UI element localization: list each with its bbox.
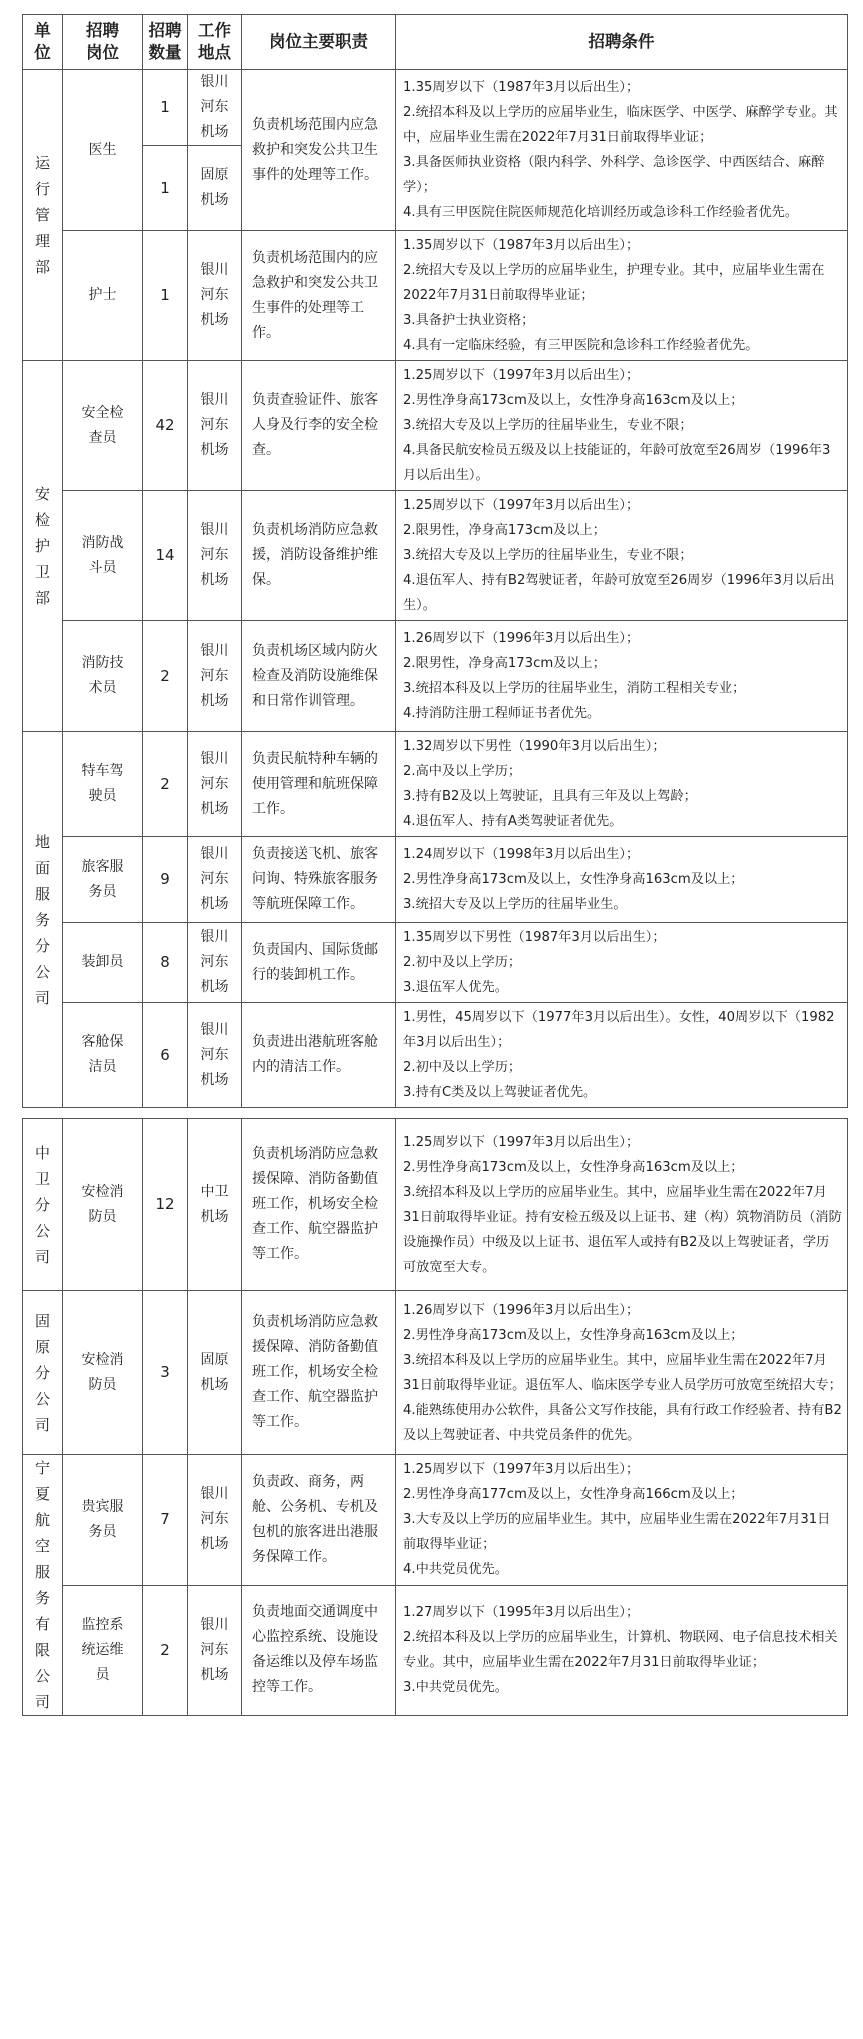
requirement-item: 1.25周岁以下（1997年3月以后出生）； [403,368,640,383]
requirements-cell [396,732,848,837]
requirements-cell [396,231,848,361]
unit-name: 中卫分公司 [23,1119,63,1291]
position-title: 安全检查员 [63,361,143,491]
requirement-item: 3.统招大专及以上学历的往届毕业生。 [403,897,627,912]
requirement-item: 3.具备医师执业资格（限内科学、外科学、急诊医学、中西医结合、麻醉学）； [403,155,825,195]
requirement-item: 2.限男性，净身高173cm及以上； [403,656,606,671]
table-row [23,1119,848,1291]
requirement-item: 1.35周岁以下男性（1987年3月以后出生）； [403,930,666,945]
requirement-item: 4.持消防注册工程师证书者优先。 [403,706,601,721]
work-location: 银川河东机场 [188,837,242,923]
requirements-cell [396,1585,848,1716]
table-row [23,361,848,491]
requirement-item: 2.高中及以上学历； [403,764,522,779]
position-title: 客舱保洁员 [63,1003,143,1108]
work-location: 固原机场 [188,1291,242,1455]
table-row [23,732,848,837]
position-count: 6 [143,1003,188,1108]
position-count: 12 [143,1119,188,1291]
requirement-item: 1.25周岁以下（1997年3月以后出生）； [403,498,640,513]
position-count: 3 [143,1291,188,1455]
requirement-item: 3.退伍军人优先。 [403,980,508,995]
requirements-cell [396,1119,848,1291]
requirement-item: 1.35周岁以下（1987年3月以后出生）； [403,238,640,253]
duty-cell: 负责接送飞机、旅客问询、特殊旅客服务等航班保障工作。 [242,837,396,923]
requirement-item: 2.统招大专及以上学历的应届毕业生，护理专业。其中，应届毕业生需在2022年7月31日前取得毕业证； [403,263,825,303]
position-title: 医生 [63,70,143,231]
work-location: 银川河东机场 [188,491,242,621]
requirement-item: 3.统招本科及以上学历的应届毕业生。其中，应届毕业生需在2022年7月31日前取得毕业证。持有安检五级及以上证书、建（构）筑物消防员（消防设施操作员）中级及以上证书、退伍军人或持有B2及以上驾驶证者，学历可放宽至大专。 [403,1184,842,1275]
table-row [23,70,848,146]
requirements-cell [396,361,848,491]
requirements-cell [396,923,848,1003]
requirement-item: 3.具备护士执业资格； [403,313,535,328]
work-location: 银川河东机场 [188,1585,242,1716]
unit-name: 固原分公司 [23,1291,63,1455]
requirement-item: 2.限男性，净身高173cm及以上； [403,523,606,538]
duty-cell: 负责机场范围内应急救护和突发公共卫生事件的处理等工作。 [242,70,396,231]
requirements-cell [396,1291,848,1455]
position-title: 消防技术员 [63,621,143,732]
position-count: 9 [143,837,188,923]
requirements-cell [396,491,848,621]
header-unit: 单位 [23,15,63,70]
work-location: 银川河东机场 [188,70,242,146]
requirement-item: 2.男性净身高173cm及以上，女性净身高163cm及以上； [403,1327,744,1343]
requirement-item: 2.统招本科及以上学历的应届毕业生，临床医学、中医学、麻醉学专业。其中，应届毕业生需在2022年7月31日前取得毕业证； [403,105,838,145]
position-count: 2 [143,1585,188,1716]
section-gap [23,1108,848,1119]
header-row [23,15,848,70]
position-title: 安检消防员 [63,1291,143,1455]
table-row [23,1003,848,1108]
requirement-item: 3.统招本科及以上学历的应届毕业生。其中，应届毕业生需在2022年7月31日前取得毕业证。退伍军人、临床医学专业人员学历可放宽至统招大专； [403,1352,842,1393]
requirements-cell [396,837,848,923]
unit-name: 安检护卫部 [23,361,63,732]
requirement-item: 3.中共党员优先。 [403,1680,508,1696]
position-title: 装卸员 [63,923,143,1003]
requirements-cell [396,621,848,732]
position-count: 1 [143,146,188,231]
duty-cell: 负责机场消防应急救援，消防设备维护维保。 [242,491,396,621]
requirement-item: 1.27周岁以下（1995年3月以后出生）； [403,1605,640,1621]
work-location: 银川河东机场 [188,923,242,1003]
table-row [23,231,848,361]
position-count: 7 [143,1455,188,1586]
requirement-item: 4.具有一定临床经验，有三甲医院和急诊科工作经验者优先。 [403,338,759,353]
requirement-item: 4.中共党员优先。 [403,1562,508,1578]
requirements-cell [396,1455,848,1586]
work-location: 中卫机场 [188,1119,242,1291]
recruitment-table-container [22,14,847,1716]
header-location: 工作地点 [188,15,242,70]
table-row [23,1585,848,1716]
requirement-item: 1.25周岁以下（1997年3月以后出生）； [403,1462,640,1478]
requirement-item: 3.统招本科及以上学历的往届毕业生，消防工程相关专业； [403,681,746,696]
table-row [23,837,848,923]
position-count: 1 [143,231,188,361]
work-location: 银川河东机场 [188,732,242,837]
position-title: 特车驾驶员 [63,732,143,837]
duty-cell: 负责查验证件、旅客人身及行李的安全检查。 [242,361,396,491]
duty-cell: 负责机场范围内的应急救护和突发公共卫生事件的处理等工作。 [242,231,396,361]
requirement-item: 2.男性净身高177cm及以上，女性净身高166cm及以上； [403,1487,744,1503]
requirement-item: 2.初中及以上学历； [403,955,522,970]
duty-cell: 负责地面交通调度中心监控系统、设施设备运维以及停车场监控等工作。 [242,1585,396,1716]
duty-cell: 负责机场区域内防火检查及消防设施维保和日常作训管理。 [242,621,396,732]
position-count: 1 [143,70,188,146]
position-title: 消防战斗员 [63,491,143,621]
requirement-item: 2.男性净身高173cm及以上，女性净身高163cm及以上； [403,1159,744,1175]
header-requirements: 招聘条件 [396,15,848,70]
requirement-item: 3.统招大专及以上学历的往届毕业生，专业不限； [403,548,693,563]
requirement-item: 2.男性净身高173cm及以上，女性净身高163cm及以上； [403,872,744,887]
header-duty: 岗位主要职责 [242,15,396,70]
table-row [23,491,848,621]
table-row [23,621,848,732]
requirement-item: 1.26周岁以下（1996年3月以后出生）； [403,1302,640,1318]
requirement-item: 2.男性净身高173cm及以上，女性净身高163cm及以上； [403,393,744,408]
requirement-item: 1.25周岁以下（1997年3月以后出生）； [403,1134,640,1150]
unit-name: 宁夏航空服务有限公司 [23,1455,63,1716]
position-title: 贵宾服务员 [63,1455,143,1586]
table-row [23,1455,848,1586]
duty-cell: 负责机场消防应急救援保障、消防备勤值班工作，机场安全检查工作、航空器监护等工作。 [242,1119,396,1291]
table-row [23,923,848,1003]
requirement-item: 4.能熟练使用办公软件，具备公文写作技能，具有行政工作经验者、持有B2及以上驾驶证者、中共党员条件的优先。 [403,1402,842,1443]
work-location: 银川河东机场 [188,621,242,732]
requirements-cell [396,70,848,231]
position-count: 8 [143,923,188,1003]
unit-name: 运行管理部 [23,70,63,361]
requirements-cell [396,1003,848,1108]
position-count: 14 [143,491,188,621]
unit-name: 地面服务分公司 [23,732,63,1108]
requirement-item: 2.初中及以上学历； [403,1060,522,1075]
duty-cell: 负责民航特种车辆的使用管理和航班保障工作。 [242,732,396,837]
position-title: 旅客服务员 [63,837,143,923]
requirement-item: 3.统招大专及以上学历的往届毕业生，专业不限； [403,418,693,433]
work-location: 银川河东机场 [188,231,242,361]
requirement-item: 1.男性，45周岁以下（1977年3月以后出生）。女性，40周岁以下（1982年3月以后出生）； [403,1010,835,1050]
duty-cell: 负责进出港航班客舱内的清洁工作。 [242,1003,396,1108]
header-count: 招聘数量 [143,15,188,70]
work-location: 银川河东机场 [188,361,242,491]
position-count: 2 [143,621,188,732]
position-title: 安检消防员 [63,1119,143,1291]
requirement-item: 4.退伍军人、持有A类驾驶证者优先。 [403,814,623,829]
requirement-item: 4.具备民航安检员五级及以上技能证的，年龄可放宽至26周岁（1996年3月以后出生）。 [403,443,831,483]
recruitment-table [22,14,848,1716]
work-location: 银川河东机场 [188,1003,242,1108]
requirement-item: 4.退伍军人、持有B2驾驶证者，年龄可放宽至26周岁（1996年3月以后出生）。 [403,573,835,613]
position-count: 42 [143,361,188,491]
table-row [23,1291,848,1455]
position-title: 监控系统运维员 [63,1585,143,1716]
position-title: 护士 [63,231,143,361]
requirement-item: 3.大专及以上学历的应届毕业生。其中，应届毕业生需在2022年7月31日前取得毕业证； [403,1512,831,1553]
duty-cell: 负责政、商务，两舱、公务机、专机及包机的旅客进出港服务保障工作。 [242,1455,396,1586]
requirement-item: 1.24周岁以下（1998年3月以后出生）； [403,847,640,862]
requirement-item: 2.统招本科及以上学历的应届毕业生，计算机、物联网、电子信息技术相关专业。其中，应届毕业生需在2022年7月31日前取得毕业证； [403,1630,838,1671]
work-location: 固原机场 [188,146,242,231]
requirement-item: 1.35周岁以下（1987年3月以后出生）； [403,80,640,95]
requirement-item: 3.持有C类及以上驾驶证者优先。 [403,1085,597,1100]
duty-cell: 负责国内、国际货邮行的装卸机工作。 [242,923,396,1003]
work-location: 银川河东机场 [188,1455,242,1586]
position-count: 2 [143,732,188,837]
requirement-item: 3.持有B2及以上驾驶证，且具有三年及以上驾龄； [403,789,697,804]
header-position: 招聘岗位 [63,15,143,70]
requirement-item: 1.32周岁以下男性（1990年3月以后出生）； [403,739,666,754]
section-gap-row [23,1108,848,1119]
requirement-item: 4.具有三甲医院住院医师规范化培训经历或急诊科工作经验者优先。 [403,205,799,220]
requirement-item: 1.26周岁以下（1996年3月以后出生）； [403,631,640,646]
duty-cell: 负责机场消防应急救援保障、消防备勤值班工作，机场安全检查工作、航空器监护等工作。 [242,1291,396,1455]
